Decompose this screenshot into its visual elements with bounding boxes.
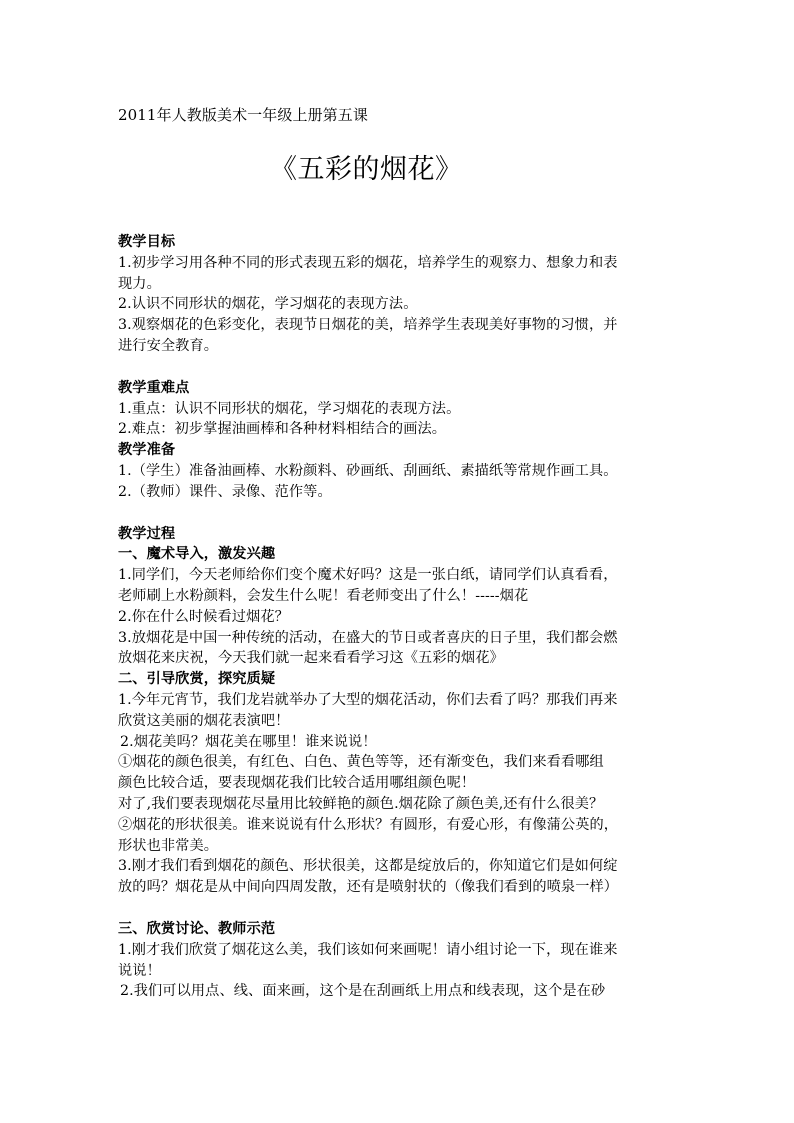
spacer bbox=[118, 503, 688, 524]
text-line: 1.同学们，今天老师给你们变个魔术好吗？这是一张白纸，请同学们认真看看， bbox=[118, 567, 618, 584]
text-line: 2.（教师）课件、录像、范作等。 bbox=[118, 483, 332, 500]
spacer bbox=[118, 357, 688, 378]
text-line: 老师刷上水粉颜料，会发生什么呢！看老师变出了什么！-----烟花 bbox=[118, 587, 529, 604]
text-line: 说说！ bbox=[118, 962, 161, 979]
section-title-key-points: 教学重难点 bbox=[118, 379, 190, 396]
text-line: 2.你在什么时候看过烟花？ bbox=[118, 608, 289, 625]
text-line: 2.难点：初步掌握油画棒和各种材料相结合的画法。 bbox=[118, 421, 447, 438]
text-line: 放烟花来庆祝，今天我们就一起来看看学习这《五彩的烟花》 bbox=[118, 650, 504, 667]
document-subtitle: 2011年人教版美术一年级上册第五课 bbox=[118, 106, 368, 124]
text-line: 形状也非常美。 bbox=[118, 837, 219, 854]
text-line: 3.刚才我们看到烟花的颜色、形状很美，这都是绽放后的，你知道它们是如何绽 bbox=[118, 858, 618, 875]
text-line: 放的吗？烟花是从中间向四周发散，还有是喷射状的（像我们看到的喷泉一样） bbox=[118, 879, 619, 896]
text-line: 1.今年元宵节，我们龙岩就举办了大型的烟花活动，你们去看了吗？那我们再来 bbox=[118, 691, 618, 708]
text-line: 3.观察烟花的色彩变化，表现节日烟花的美，培养学生表现美好事物的习惯，并 bbox=[118, 317, 618, 334]
section-title-process: 教学过程 bbox=[118, 525, 176, 542]
process-part1-title: 一、魔术导入，激发兴趣 bbox=[118, 546, 276, 563]
text-line: 1.初步学习用各种不同的形式表现五彩的烟花，培养学生的观察力、想象力和表 bbox=[118, 254, 618, 271]
spacer bbox=[118, 187, 688, 232]
document-content bbox=[118, 104, 688, 1002]
text-line: 颜色比较合适，要表现烟花我们比较合适用哪组颜色呢！ bbox=[118, 775, 476, 792]
spacer bbox=[118, 898, 688, 919]
text-line: 2.我们可以用点、线、面来画，这个是在刮画纸上用点和线表现，这个是在砂 bbox=[120, 983, 606, 1000]
process-part2-title: 二、引导欣赏，探究质疑 bbox=[118, 671, 276, 688]
text-line: 2.烟花美吗？烟花美在哪里！谁来说说！ bbox=[120, 733, 377, 750]
text-line: 对了,我们要表现烟花尽量用比较鲜艳的颜色.烟花除了颜色美,还有什么很美？ bbox=[118, 795, 604, 812]
text-line: 1.重点：认识不同形状的烟花，学习烟花的表现方法。 bbox=[118, 400, 461, 417]
text-line: 1.刚才我们欣赏了烟花这么美，我们该如何来画呢！请小组讨论一下，现在谁来 bbox=[118, 941, 618, 958]
text-line: 3.放烟花是中国一种传统的活动，在盛大的节日或者喜庆的日子里，我们都会燃 bbox=[118, 629, 618, 646]
document-title: 《五彩的烟花》 bbox=[270, 154, 463, 185]
text-line: 现力。 bbox=[118, 275, 161, 292]
text-line: 进行安全教育。 bbox=[118, 337, 219, 354]
text-line: 2.认识不同形状的烟花，学习烟花的表现方法。 bbox=[118, 296, 418, 313]
process-part3-title: 三、欣赏讨论、教师示范 bbox=[118, 920, 276, 937]
text-line: ①烟花的颜色很美，有红色、白色、黄色等等，还有渐变色，我们来看看哪组 bbox=[118, 754, 604, 771]
section-title-preparation: 教学准备 bbox=[118, 442, 176, 459]
section-title-goals: 教学目标 bbox=[118, 234, 176, 250]
text-line: 1.（学生）准备油画棒、水粉颜料、砂画纸、刮画纸、素描纸等常规作画工具。 bbox=[118, 462, 618, 479]
text-line: ②烟花的形状很美。谁来说说有什么形状？有圆形，有爱心形，有像蒲公英的， bbox=[118, 816, 619, 833]
text-line: 欣赏这美丽的烟花表演吧！ bbox=[118, 712, 290, 729]
